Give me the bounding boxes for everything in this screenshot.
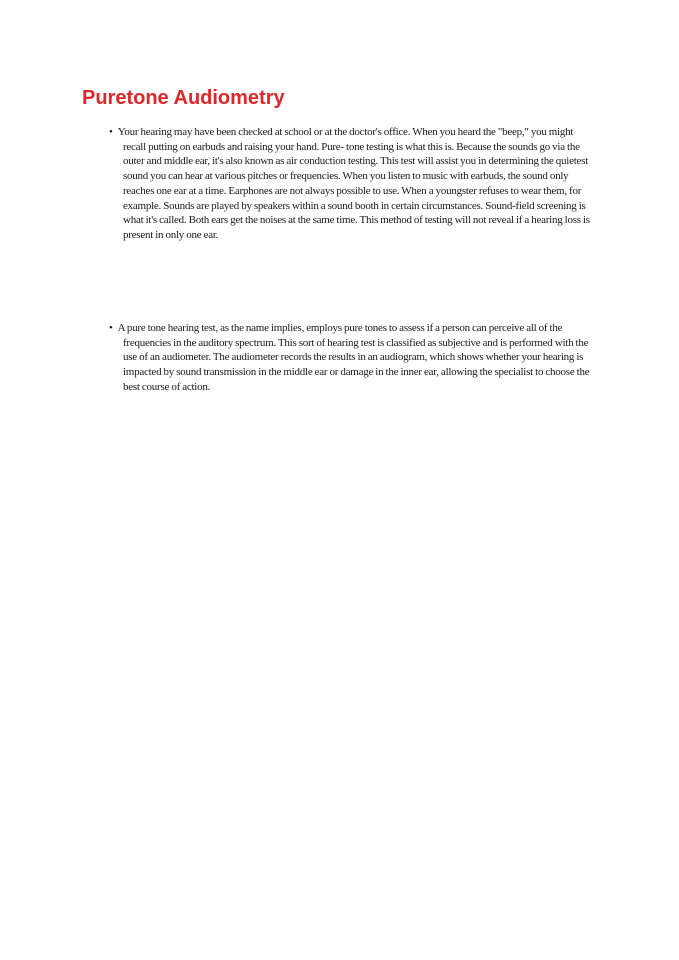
- bullet-marker: •: [109, 126, 113, 138]
- bullet-item: [102, 125, 598, 243]
- bullet-item: [102, 321, 598, 395]
- bullet-marker: •: [109, 322, 113, 334]
- bullet-text: A pure tone hearing test, as the name implies, employs pure tones to assess if a person can perceive all of the frequencies in the auditory spectrum. This sort of hearing test is classified as subjective and is performed with the use of an audiometer. The audiometer records the results in an audiogram, which shows whether your hearing is impacted by sound transmission in the middle ear or damage in the inner ear, allowing the specialist to choose the best course of action.: [117, 322, 590, 393]
- bullet-text: Your hearing may have been checked at school or at the doctor's office. When you heard the "beep," you might recall putting on earbuds and raising your hand. Pure- tone testing is what this is. Because the sounds go via the outer and middle ear, it's also known as air conduction testing. This test will assist you in determining the quietest sound you can hear at various pitches or frequencies. When you listen to music with earbuds, the sound only reaches one ear at a time. Earphones are not always possible to use. When a youngster refuses to wear them, for example. Sounds are played by speakers within a sound booth in certain circumstances. Sound-field screening is what it's called. Both ears get the noises at the same time. This method of testing will not reveal if a hearing loss is present in only one ear.: [117, 126, 590, 241]
- page-title: Puretone Audiometry: [82, 87, 285, 109]
